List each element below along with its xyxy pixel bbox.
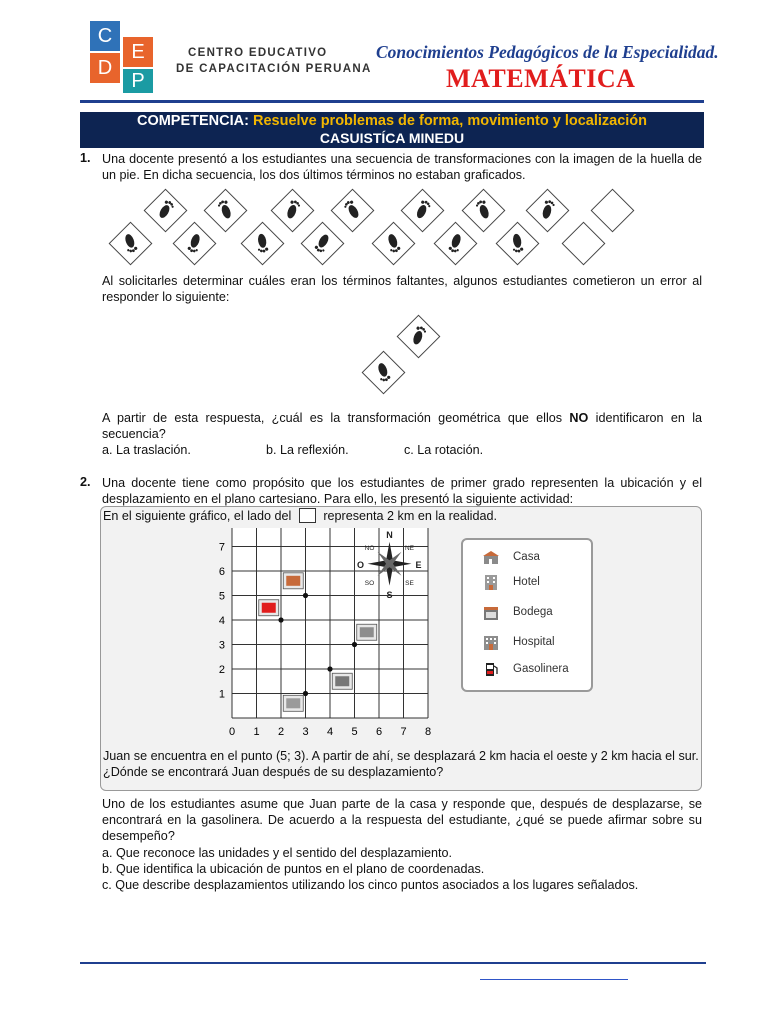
compass-label: SO (364, 579, 375, 587)
hotel-map-icon-body (286, 698, 300, 708)
x-tick-label: 8 (424, 726, 432, 738)
q2-option-c: c. Que describe desplazamientos utilizando los cinco puntos asociados a los lugares señalados. (102, 878, 639, 892)
student-answer-figure (0, 0, 768, 420)
y-tick-label: 1 (218, 688, 225, 701)
grid-point (352, 642, 357, 647)
y-tick-label: 6 (218, 566, 225, 578)
house-icon (483, 550, 499, 564)
q1-number: 1. (80, 151, 91, 165)
hospital-icon (483, 634, 499, 650)
x-tick-label: 3 (302, 726, 309, 738)
y-tick-label: 2 (218, 664, 225, 676)
grid-point (303, 691, 308, 696)
shop-icon (483, 604, 499, 620)
x-tick-label: 6 (375, 726, 383, 738)
legend-gasolinera (485, 663, 569, 675)
q1-question-after: identificaron en la secuencia? (102, 411, 703, 441)
legend-label-gasolinera: Gasolinera (513, 663, 569, 675)
q1-question (102, 410, 702, 442)
q1-option-a: a. La traslación. (102, 443, 191, 457)
logo-letter-e: E (122, 36, 154, 68)
answer-tile (362, 351, 406, 395)
compass-label: E (415, 559, 422, 570)
banner-subtitle: CASUISTÍCA MINEDU (319, 130, 465, 146)
answer-tile (397, 315, 441, 359)
y-tick-label: 3 (218, 639, 225, 652)
compass-label: SE (405, 579, 414, 587)
legend-label-hospital: Hospital (513, 636, 555, 648)
footer-rule (80, 962, 706, 964)
q1-question-before: A partir de esta respuesta, ¿cuál es la transformación geométrica que ellos (102, 411, 563, 425)
y-tick-label (219, 528, 225, 529)
subject-title: MATEMÁTICA (446, 64, 636, 93)
legend-label-hotel: Hotel (513, 576, 540, 588)
grid-point (278, 617, 283, 622)
x-tick-label: 2 (277, 726, 285, 738)
q1-option-b: b. La reflexión. (266, 443, 349, 457)
hospital-map-icon-body (360, 627, 374, 637)
x-tick-label: 5 (351, 726, 358, 738)
y-tick-label: 4 (218, 615, 225, 627)
logo-letter-c: C (89, 20, 121, 52)
logo-letter-d: D (89, 52, 121, 84)
grid-square-symbol (299, 508, 316, 523)
compass-label: NO (364, 544, 375, 552)
x-tick-label: 0 (228, 726, 236, 738)
compass-label: NE (404, 544, 415, 552)
compass-label: N (386, 529, 393, 540)
q2-number: 2. (80, 475, 91, 489)
legend-hotel (485, 576, 540, 588)
x-tick-label: 4 (326, 726, 334, 738)
tagline: Conocimientos Pedagógicos de la Especialidad. (376, 42, 719, 62)
compass-label: O (356, 559, 365, 570)
hotel-icon (483, 574, 499, 590)
competency-label: COMPETENCIA: (136, 113, 249, 129)
org-line-1: CENTRO EDUCATIVO (188, 47, 328, 59)
legend-casa (485, 551, 540, 563)
x-tick-label: 7 (400, 726, 407, 738)
grid-point (303, 593, 308, 598)
footer-link-underline (480, 979, 628, 980)
bodega-map-icon-body (335, 676, 349, 686)
q1-stem: Una docente presentó a los estudiantes una secuencia de transformaciones con la imagen de la huella de un pie. En dicha secuencia, los dos últimos términos no estaban graficados. (102, 152, 702, 182)
box-scale-line (103, 508, 497, 524)
q1-question-bold: NO (569, 411, 589, 425)
box-line-before: En el siguiente gráfico, el lado del (103, 509, 292, 523)
legend-label-casa: Casa (513, 551, 540, 563)
box-line-after: representa 2 km en la realidad. (323, 509, 497, 523)
legend-label-bodega: Bodega (513, 606, 553, 618)
competency-text: Resuelve problemas de forma, movimiento y localización (252, 113, 648, 129)
compass-label: S (386, 589, 393, 600)
logo-letter-p: P (122, 68, 154, 94)
x-tick-label: 1 (253, 726, 260, 738)
legend-hospital (485, 636, 555, 648)
casa-map-icon-body (286, 576, 300, 586)
coordinate-plane (210, 528, 440, 740)
gas-pump-icon (483, 661, 499, 677)
org-line-2: DE CAPACITACIÓN PERUANA (176, 63, 372, 75)
grid-point (327, 666, 332, 671)
q1-option-c: c. La rotación. (404, 443, 484, 457)
q1-followup: Al solicitarles determinar cuáles eran los términos faltantes, algunos estudiantes cometieron un error al responder lo siguiente: (102, 274, 702, 304)
q2-option-b: b. Que identifica la ubicación de puntos en el plano de coordenadas. (102, 862, 485, 876)
q2-stem: Una docente tiene como propósito que los estudiantes de primer grado representen la ubicación y el desplazamiento en el plano cartesiano. Para ello, les presentó la siguiente actividad: (102, 476, 702, 506)
q2-option-a: a. Que reconoce las unidades y el sentido del desplazamiento. (102, 846, 453, 860)
gasolinera-map-icon-body (262, 603, 276, 613)
box-question-1: Juan se encuentra en el punto (5; 3). A partir de ahí, se desplazará 2 km hacia el oeste y 2 km hacia el sur. (103, 749, 699, 763)
y-tick-label: 7 (218, 541, 225, 554)
q2-followup: Uno de los estudiantes asume que Juan parte de la casa y responde que, después de desplazarse, se encontrará en la gasolinera. De acuerdo a la respuesta del estudiante, ¿qué se puede afirmar sobre su desempeño? (102, 797, 702, 843)
legend-bodega (485, 606, 553, 618)
y-tick-label: 5 (218, 590, 225, 603)
legend-panel (461, 538, 593, 692)
box-question-2: ¿Dónde se encontrará Juan después de su desplazamiento? (103, 765, 444, 779)
